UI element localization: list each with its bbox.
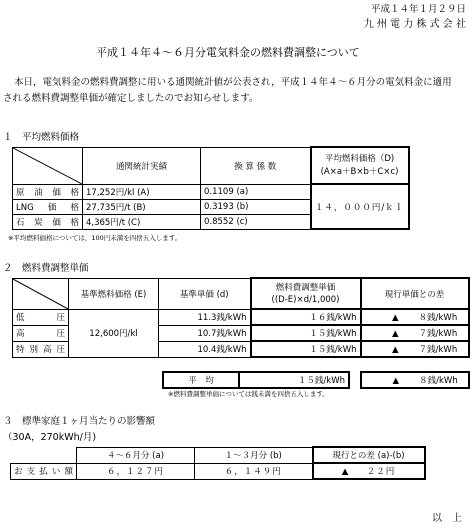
section-3-subheading: （30A，270kWh/月) <box>3 432 97 443</box>
adjustment-high-voltage: １５銭/kWh <box>251 325 361 341</box>
row-label-low-voltage: 低圧 <box>13 309 69 325</box>
page-title: 平成１４年４～６月分電気料金の燃料費調整について <box>96 46 360 59</box>
difference-extra-high-voltage <box>361 341 469 357</box>
row-stat-crude-oil: 17,252円/kl (A) <box>83 184 201 199</box>
adjustment-low-voltage: １６銭/kWh <box>251 309 361 325</box>
average-fuel-price-table <box>12 146 410 230</box>
row-label-crude-oil: 原油価格 <box>13 184 83 199</box>
header-base-fuel-price: 基準燃料価格 (E) <box>69 278 159 309</box>
header-adjustment-line-1: 燃料費調整単価 <box>275 282 336 293</box>
row-coef-crude-oil: 0.1109 (a) <box>201 184 311 199</box>
difference-value: ７銭/kWh <box>418 345 458 355</box>
base-unit-extra-high-voltage: 10.4銭/kWh <box>159 341 251 357</box>
decrease-mark: ▲ <box>341 467 350 477</box>
difference-value: ８銭/kWh <box>418 313 458 323</box>
diagonal-header-cell <box>13 278 69 309</box>
row-label-lng: LNG価格 <box>13 199 83 214</box>
decrease-mark: ▲ <box>391 345 399 355</box>
document-date: 平成１４年１月２９日 <box>370 4 466 15</box>
average-fuel-price-value: １４，０００円/ｋｌ <box>311 184 409 229</box>
empty-header-cell <box>11 447 77 463</box>
end-mark: 以 上 <box>432 513 462 524</box>
section-2-note: ※燃料費調整単価については銭未満を四捨五入します。 <box>168 390 329 398</box>
header-average-price-line-2: (A×a＋B×b＋C×c) <box>320 166 399 177</box>
adjustment-unit-price-table <box>12 277 470 358</box>
row-label-high-voltage: 高圧 <box>13 325 69 341</box>
diagonal-header-cell <box>13 147 83 184</box>
row-label-extra-high-voltage: 特別高圧 <box>13 341 69 357</box>
header-coef: 換 算 係 数 <box>201 147 311 184</box>
header-stat: 通関統計実績 <box>83 147 201 184</box>
difference-value: ２２円 <box>366 467 396 477</box>
header-average-price-line-1: 平均燃料価格（D) <box>324 153 395 164</box>
payment-jan-mar: ６，１４９円 <box>195 463 313 479</box>
payment-difference <box>313 463 425 479</box>
average-label: 平 均 <box>163 372 239 388</box>
difference-high-voltage <box>361 325 469 341</box>
payment-apr-jun: ６，１２７円 <box>77 463 195 479</box>
row-coef-coal: 0.8552 (c) <box>201 214 311 229</box>
base-unit-low-voltage: 11.3銭/kWh <box>159 309 251 325</box>
header-apr-jun: ４～６月分 (a) <box>77 447 195 463</box>
intro-line-1: 本日，電気料金の燃料費調整に用いる通関統計値が公表され，平成１４年４～６月分の電気料金に適用 <box>14 77 452 88</box>
section-1-note: ※平均燃料価格については，100円未満を四捨五入します。 <box>8 234 182 242</box>
row-label-coal: 石炭価格 <box>13 214 83 229</box>
average-difference <box>361 372 469 388</box>
row-stat-lng: 27,735円/t (B) <box>83 199 201 214</box>
base-fuel-price-value: 12,600円/kl <box>69 309 159 357</box>
header-current-difference: 現行との差 (a)-(b) <box>313 447 425 463</box>
section-2-heading: ２ 燃料費調整単価 <box>3 263 89 274</box>
spacer <box>349 372 361 388</box>
decrease-mark: ▲ <box>391 329 399 339</box>
base-unit-high-voltage: 10.7銭/kWh <box>159 325 251 341</box>
section-3-heading: ３ 標準家庭１ヶ月当たりの影響額 <box>3 416 156 427</box>
header-adjustment-unit-price <box>251 278 361 309</box>
decrease-mark: ▲ <box>392 376 399 386</box>
row-label-payment: お支払い額 <box>11 463 77 479</box>
difference-low-voltage <box>361 309 469 325</box>
intro-line-2: される燃料費調整単価が確定しましたのでお知らせします。 <box>3 93 259 104</box>
section-1-heading: １ 平均燃料価格 <box>3 132 80 143</box>
header-base-unit-price: 基準単価 (d) <box>159 278 251 309</box>
company-name: 九 州 電 力 株 式 会 社 <box>363 19 466 30</box>
header-average-price <box>311 147 409 184</box>
header-adjustment-line-2: ((D-E)×d/1,000) <box>271 294 340 305</box>
average-adjustment-value: １５銭/kWh <box>239 372 349 388</box>
row-stat-coal: 4,365円/t (C) <box>83 214 201 229</box>
decrease-mark: ▲ <box>391 313 399 323</box>
header-jan-mar: １～３月分 (b) <box>195 447 313 463</box>
adjustment-extra-high-voltage: １５銭/kWh <box>251 341 361 357</box>
row-coef-lng: 0.3193 (b) <box>201 199 311 214</box>
header-difference: 現行単価との差 <box>361 278 469 309</box>
average-adjustment-table <box>162 371 470 389</box>
difference-value: ８銭/kWh <box>419 376 458 386</box>
difference-value: ７銭/kWh <box>418 329 458 339</box>
household-impact-table <box>10 446 426 480</box>
